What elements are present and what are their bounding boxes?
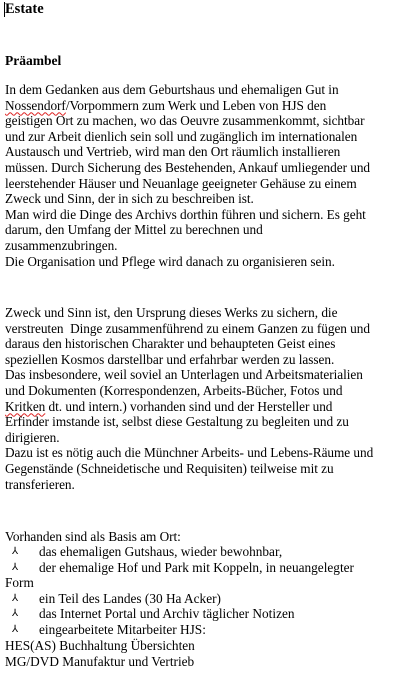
text-line: leerstehender Häuser und Neuanlage geeigneter Gehäuse zu einem [5, 175, 357, 191]
text-line: Erfinder imstande ist, selbst diese Gestaltung zu begleiten und zu [5, 414, 349, 430]
text-line: In dem Gedanken aus dem Geburtshaus und ehemaligen Gut in [5, 82, 339, 97]
text-line: darum, den Umfang der Mittel zu berechnen und [5, 222, 263, 238]
text-line: und zur Arbeit dienlich sein soll und zugänglich im internationalen [5, 128, 358, 144]
list-item [5, 544, 405, 560]
text-line: Man wird die Dinge des Archivs dorthin führen und sichern. Es geht [5, 206, 366, 222]
text-line: MG/DVD Manufaktur und Vertrieb [5, 653, 195, 669]
list-item-text: das Internet Portal und Archiv täglicher Notizen [39, 606, 295, 622]
misspelled-word[interactable]: Nossendorf [5, 97, 66, 113]
text-line: und Dokumenten (Korrespondenzen, Arbeits-Bücher, Fotos und [5, 382, 343, 398]
list-item [5, 622, 405, 638]
basis-intro: Vorhanden sind als Basis am Ort: [5, 529, 181, 544]
text-line: transferieren. [5, 476, 75, 492]
text-line: verstreuten Dinge zusammenführend zu einem Ganzen zu fügen und [5, 320, 370, 336]
list-item-text: das ehemaligen Gutshaus, wieder bewohnbar, [39, 544, 283, 559]
bullet-icon: ⅄ [11, 592, 19, 604]
text-line: Dazu ist es nötig auch die Münchner Arbeits- und Lebens-Räume und [5, 445, 374, 461]
text-run: dt. und intern.) vorhanden sind und der Hersteller und [45, 398, 333, 414]
text-line: Das insbesondere, weil soviel an Unterlagen und Arbeitsmaterialien [5, 367, 363, 383]
preamble-paragraph [5, 82, 405, 269]
list-item [5, 591, 405, 607]
purpose-paragraph [5, 305, 405, 492]
text-line: Austausch und Vertrieb, wird man den Ort räumlich installieren [5, 144, 341, 160]
text-line: Zweck und Sinn ist, den Ursprung dieses Werks zu sichern, die [5, 305, 338, 320]
text-line: speziellen Kosmos darstellbar und erfahrbar werden zu lassen. [5, 351, 335, 367]
text-line: HES(AS) Buchhaltung Übersichten [5, 638, 195, 653]
document-title: Estate [5, 1, 44, 17]
text-line: Zweck und Sinn, der in sich zu beschreiben ist. [5, 191, 254, 207]
bullet-icon: ⅄ [11, 608, 19, 620]
text-run: /Vorpommern zum Werk und Leben von HJS den [65, 97, 327, 113]
section-heading-praeambel: Präambel [5, 53, 62, 68]
text-line [5, 399, 405, 415]
text-line: daraus den historischen Charakter und behaupteten Geist eines [5, 336, 336, 352]
text-line: geistigen Ort zu machen, wo das Oeuvre zusammenkommt, sichtbar [5, 113, 365, 129]
text-line: müssen. Durch Sicherung des Bestehenden, Ankauf umliegender und [5, 159, 371, 175]
list-item [5, 606, 405, 622]
bullet-icon: ⅄ [11, 623, 19, 635]
basis-list [5, 544, 405, 638]
text-line: dirigieren. [5, 429, 60, 445]
text-line: Die Organisation und Pflege wird danach zu organisieren sein. [5, 253, 335, 269]
text-line [5, 98, 405, 114]
staff-lines [5, 638, 195, 669]
bullet-icon: ⅄ [11, 561, 19, 573]
text-line: zusammenzubringen. [5, 237, 118, 253]
list-item-text: ein Teil des Landes (30 Ha Acker) [39, 590, 221, 606]
list-item [5, 560, 405, 591]
list-item-text: eingearbeitete Mitarbeiter HJS: [39, 621, 206, 637]
list-item-continuation: Form [5, 575, 34, 591]
misspelled-word[interactable]: Kritken [5, 398, 46, 414]
text-line: Gegenstände (Schneidetische und Requisiten) teilweise mit zu [5, 460, 334, 476]
list-item-text: der ehemalige Hof und Park mit Koppeln, in neuangelegter [39, 559, 354, 575]
bullet-icon: ⅄ [11, 546, 19, 557]
